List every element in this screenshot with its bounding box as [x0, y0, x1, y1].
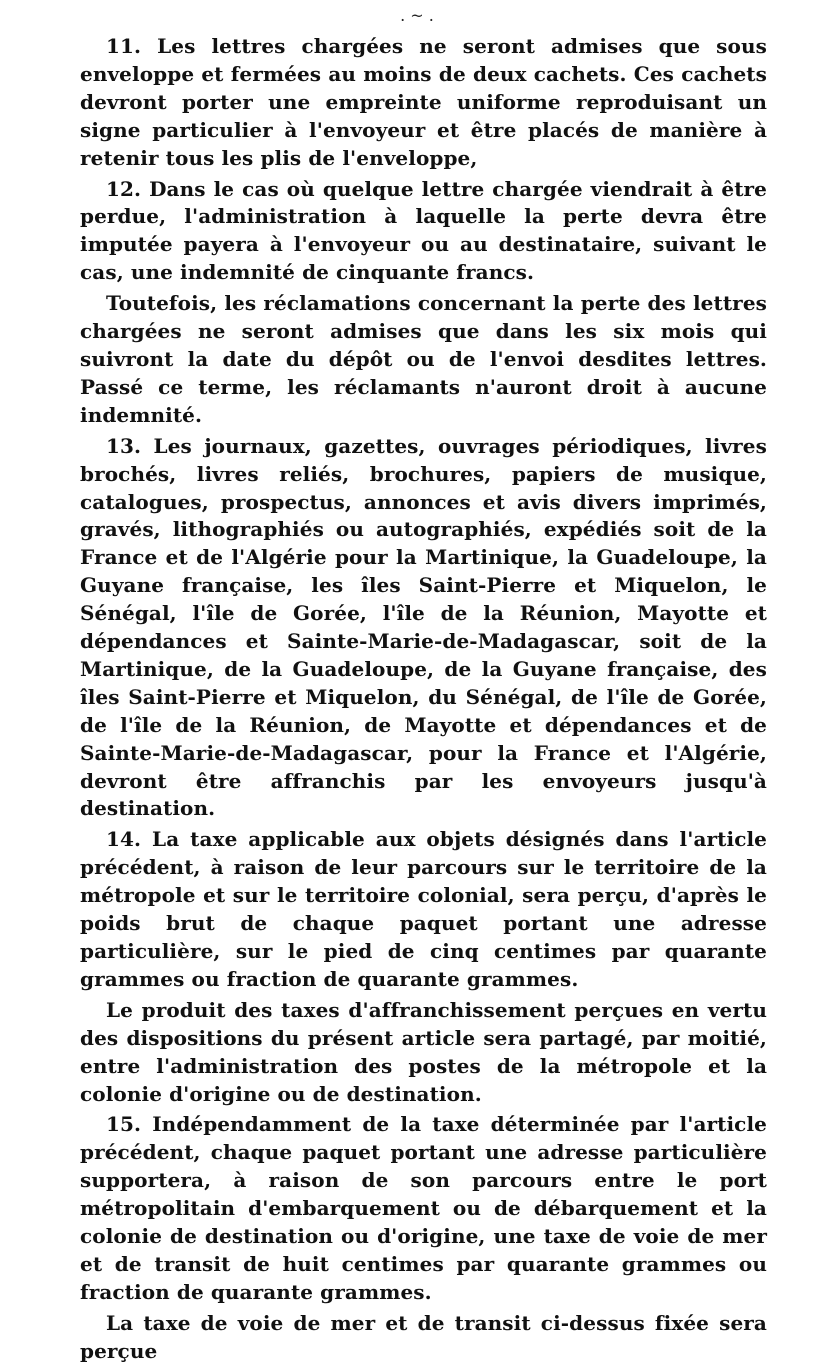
- page-mark: . ~ .: [400, 6, 434, 25]
- paragraph-text: La taxe applicable aux objets désignés dans l'article précédent, à raison de leur parcours sur le territoire de la métropole et sur le territoire colonial, sera perçu, d'après le poids brut de chaque paquet portant une adresse particulière, sur le pied de cinq centimes par quarante grammes ou fraction de quarante grammes.: [80, 827, 767, 991]
- article-14-continuation-paragraph: [80, 997, 767, 1109]
- article-15-continuation-paragraph: [80, 1310, 767, 1366]
- article-number: 11.: [106, 34, 142, 58]
- article-number: 14.: [106, 827, 142, 852]
- paragraph-text: Le produit des taxes d'affranchissement perçues en vertu des dispositions du présent article sera partagé, par moitié, entre l'administration des postes de la métropole et la colonie d'origine ou de destination.: [80, 997, 767, 1106]
- article-number: 15.: [106, 1112, 142, 1137]
- paragraph-text: Toutefois, les réclamations concernant la perte des lettres chargées ne seront admises que dans les six mois qui suivront la date du dépôt ou de l'envoi desdites lettres. Passé ce terme, les réclamants n'auront droit à aucune indemnité.: [80, 291, 767, 427]
- paragraph-text: Indépendamment de la taxe déterminée par l'article précédent, chaque paquet portant une adresse particulière supportera, à raison de son parcours entre le port métropolitain d'embarquement ou de débarquement et la colonie de destination ou d'origine, une taxe de voie de mer et de transit de huit centimes par quarante grammes ou fraction de quarante grammes.: [80, 1112, 767, 1304]
- article-13-paragraph: [80, 433, 767, 824]
- article-14-paragraph: [80, 826, 767, 993]
- article-number: 13.: [106, 433, 142, 458]
- article-12-continuation-paragraph: [80, 290, 767, 430]
- article-12-paragraph: [80, 176, 767, 288]
- article-11-paragraph: [80, 33, 767, 173]
- article-15-paragraph: [80, 1111, 767, 1306]
- paragraph-text: Dans le cas où quelque lettre chargée viendrait à être perdue, l'administration à laquelle la perte devra être imputée payera à l'envoyeur ou au destinataire, suivant le cas, une indemnité de cinquante francs.: [80, 176, 767, 285]
- paragraph-text: La taxe de voie de mer et de transit ci-dessus fixée sera perçue: [80, 1310, 767, 1363]
- paragraph-text: Les lettres chargées ne seront admises que sous enveloppe et fermées au moins de deux cachets. Ces cachets devront porter une empreinte uniforme reproduisant un signe particulier à l'envoyeur et être placés de manière à retenir tous les plis de l'enveloppe,: [80, 34, 767, 170]
- paragraph-text: Les journaux, gazettes, ouvrages périodiques, livres brochés, livres reliés, brochures, papiers de musique, catalogues, prospectus, annonces et avis divers imprimés, gravés, lithographiés ou autographiés, expédiés soit de la France et de l'Algérie pour la Martinique, la Guadeloupe, la Guyane française, les îles Saint-Pierre et Miquelon, le Sénégal, l'île de Gorée, l'île de la Réunion, Mayotte et dépendances et Sainte-Marie-de-Madagascar, soit de la Martinique, de la Guadeloupe, de la Guyane française, des îles Saint-Pierre et Miquelon, du Sénégal, de l'île de Gorée, de l'île de la Réunion, de Mayotte et dépendances et de Sainte-Marie-de-Madagascar, pour la France et l'Algérie, devront être affranchis par les envoyeurs jusqu'à destination.: [80, 433, 767, 821]
- article-number: 12.: [106, 176, 142, 201]
